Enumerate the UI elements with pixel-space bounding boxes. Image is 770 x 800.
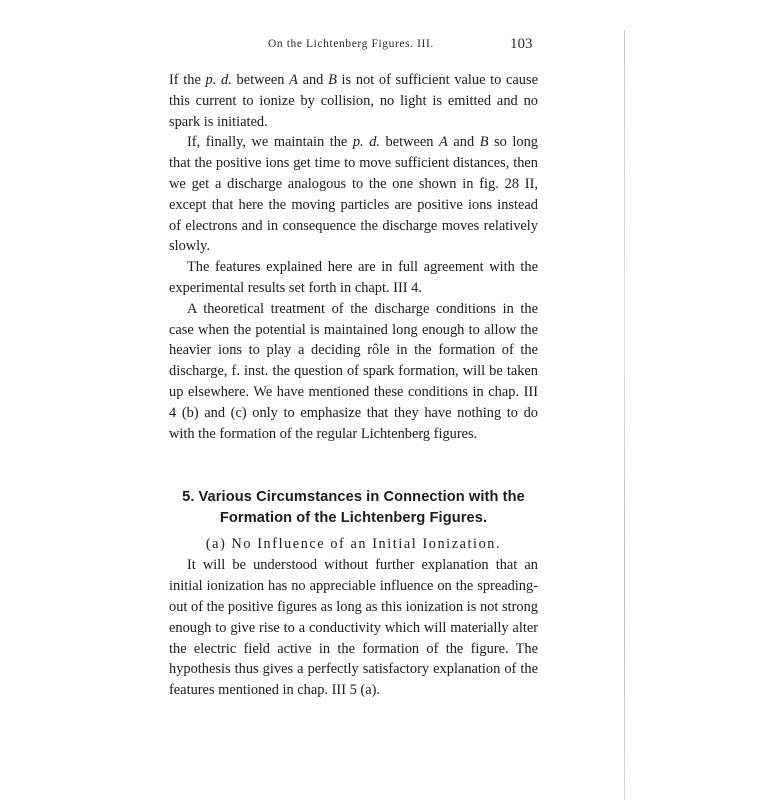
- paragraph-3: The features explained here are in full agreement with the experimental results set forth in chapt. III 4.: [169, 259, 538, 296]
- section-number: 5.: [182, 489, 195, 506]
- page-number: 103: [510, 36, 533, 52]
- paragraph-2: If, finally, we maintain the p. d. between A and B so long that the positive ions get time to move sufficient distances, then we get a discharge analogous to the one shown in fig. 28 II, except that here the moving particles are positive ions instead of electrons and in consequence the discharge moves relatively slowly.: [169, 134, 538, 255]
- scan-edge-line: [624, 30, 625, 800]
- page-text: [169, 70, 538, 701]
- running-title: On the Lichtenberg Figures. III.: [268, 38, 434, 50]
- paragraph-4: A theoretical treatment of the discharge conditions in the case when the potential is maintained long enough to allow the heavier ions to play a deciding rôle in the formation of the discharge, f. inst. the question of spark formation, will be taken up elsewhere. We have mentioned these conditions in chap. III 4 (b) and (c) only to emphasize that they have nothing to do with the formation of the regular Lichtenberg figures.: [169, 300, 538, 442]
- paragraph-5: It will be understood without further explanation that an initial ionization has no appreciable influence on the spreading-out of the positive figures as long as this ionization is not strong enough to give rise to a conductivity which will materially alter the electric field active in the formation of the figure. The hypothesis thus gives a perfectly satisfactory explanation of the features mentioned in chap. III 5 (a).: [169, 557, 538, 699]
- section-title: Various Circumstances in Connection with the Formation of the Lichtenberg Figures.: [198, 489, 525, 526]
- paragraph-1: If the p. d. between A and B is not of sufficient value to cause this current to ionize by collision, no light is emitted and no spark is initiated.: [169, 72, 538, 130]
- section-heading: [169, 487, 538, 528]
- subsection-heading: (a) No Influence of an Initial Ionization.: [205, 536, 502, 553]
